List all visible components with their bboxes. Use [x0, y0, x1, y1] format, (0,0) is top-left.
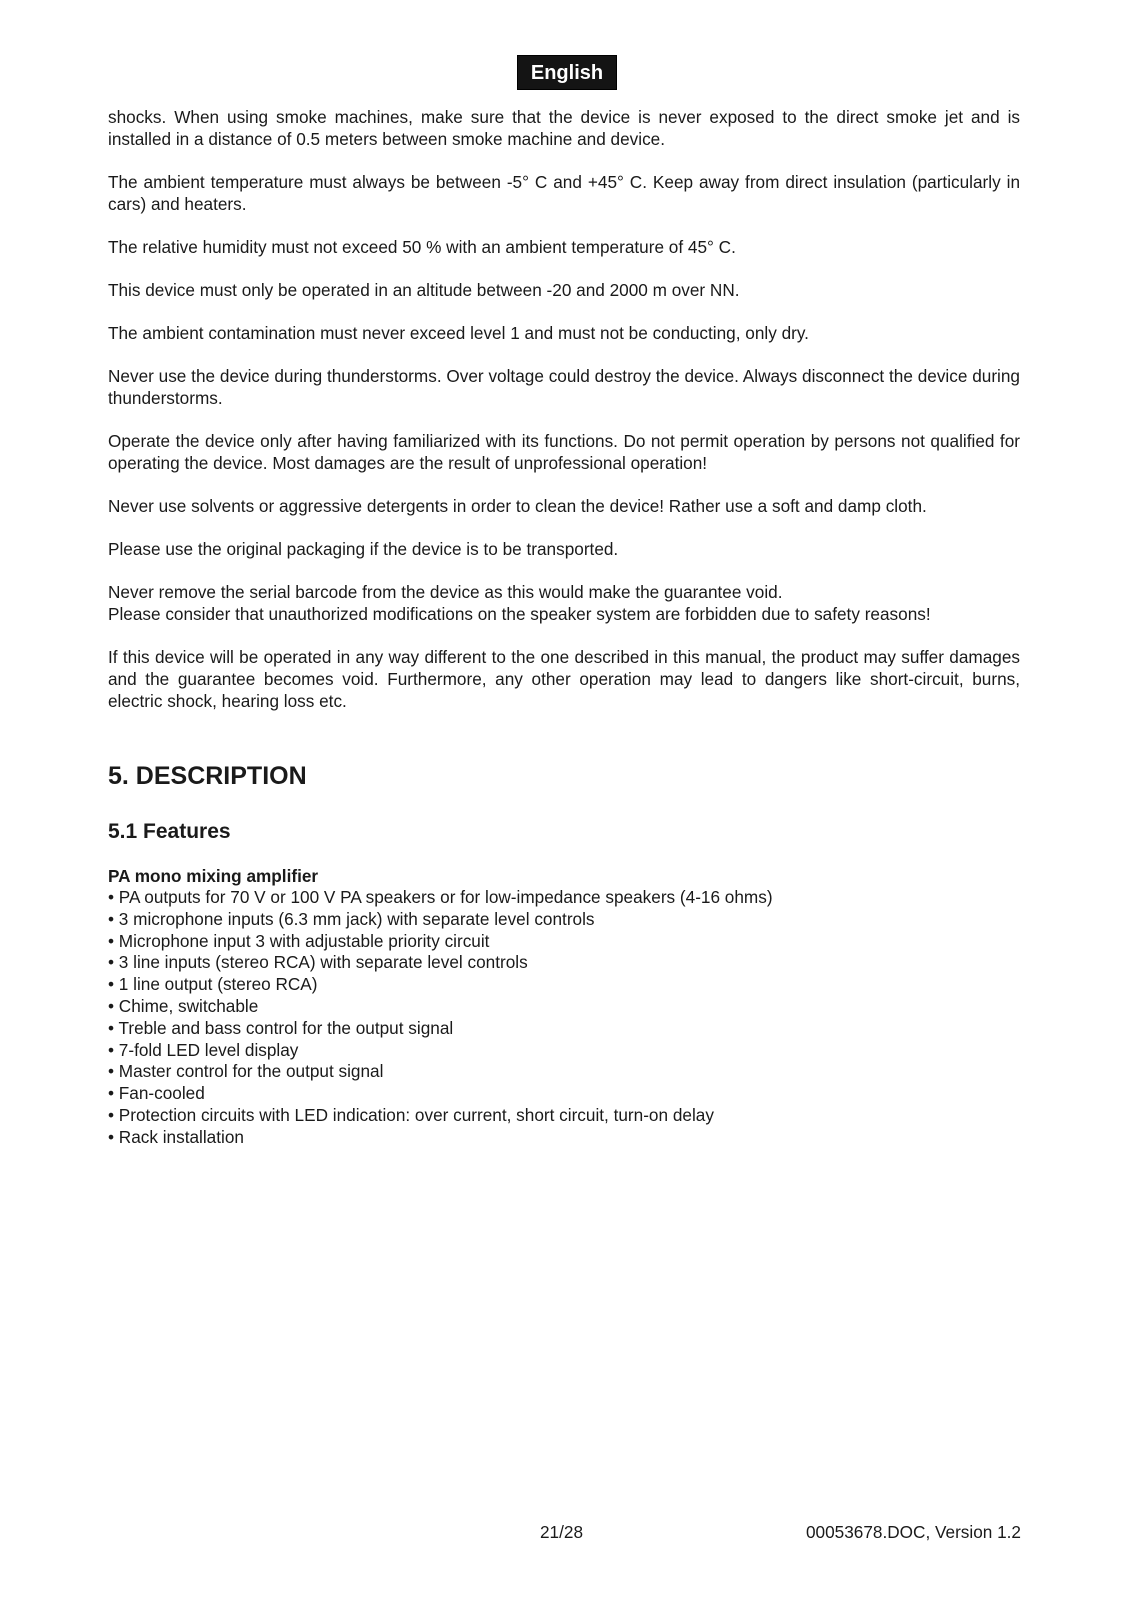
product-title: PA mono mixing amplifier	[108, 866, 319, 886]
paragraph-barcode	[108, 581, 1020, 625]
paragraph-line: Please use the original packaging if the device is to be transported.	[108, 539, 619, 559]
list-item: • Microphone input 3 with adjustable priority circuit	[108, 930, 490, 951]
paragraph-line: If this device will be operated in any way different to the one described in this manual, the product may suffer damages and the guarantee becomes void. Furthermore, any other operation may lead to dangers like short-circuit, burns, electric shock, hearing loss etc.	[108, 647, 1020, 711]
document-version: 00053678.DOC, Version 1.2	[806, 1522, 1021, 1542]
document-body	[108, 106, 1020, 1149]
paragraph-operation	[108, 430, 1020, 474]
page-number: 21/28	[540, 1522, 584, 1542]
paragraph-line: The relative humidity must not exceed 50 % with an ambient temperature of 45° C.	[108, 237, 736, 257]
paragraph-cleaning	[108, 495, 1020, 517]
list-item: • PA outputs for 70 V or 100 V PA speakers or for low-impedance speakers (4-16 ohms)	[108, 887, 773, 907]
list-item: • Protection circuits with LED indication: over current, short circuit, turn-on delay	[108, 1104, 714, 1125]
list-item: • Treble and bass control for the output signal	[108, 1017, 454, 1038]
paragraph-line: The ambient temperature must always be between -5° C and +45° C. Keep away from direct insulation (particularly in cars) and heaters.	[108, 172, 1020, 214]
list-item: • 3 microphone inputs (6.3 mm jack) with separate level controls	[108, 908, 595, 929]
features-list	[108, 887, 1020, 1149]
paragraph-altitude	[108, 279, 1020, 301]
paragraph-smoke-machines	[108, 106, 1020, 150]
paragraph-humidity	[108, 236, 1020, 258]
paragraph-line: The ambient contamination must never exceed level 1 and must not be conducting, only dry.	[108, 323, 809, 343]
paragraph-line: shocks. When using smoke machines, make sure that the device is never exposed to the direct smoke jet and is installed in a distance of 0.5 meters between smoke machine and device.	[108, 107, 1020, 149]
paragraph-thunderstorms	[108, 365, 1020, 409]
list-item: • 7-fold LED level display	[108, 1039, 299, 1060]
paragraph-packaging	[108, 538, 1020, 560]
paragraph-line: Never use solvents or aggressive detergents in order to clean the device! Rather use a soft and damp cloth.	[108, 496, 927, 516]
list-item: • Chime, switchable	[108, 995, 259, 1016]
paragraph-line: Never use the device during thunderstorms. Over voltage could destroy the device. Always disconnect the device during thunderstorms.	[108, 366, 1020, 408]
section-heading: 5. DESCRIPTION	[108, 762, 307, 790]
list-item: • Fan-cooled	[108, 1083, 205, 1104]
paragraph-line: Operate the device only after having familiarized with its functions. Do not permit operation by persons not qualified for operating the device. Most damages are the result of unprofessional operation!	[108, 431, 1020, 473]
list-item: • Rack installation	[108, 1126, 244, 1147]
paragraph-guarantee	[108, 646, 1020, 712]
paragraph-ambient-temperature	[108, 171, 1020, 215]
list-item: • Master control for the output signal	[108, 1061, 384, 1082]
paragraph-line: Please consider that unauthorized modifications on the speaker system are forbidden due to safety reasons!	[108, 604, 931, 624]
paragraph-line: This device must only be operated in an altitude between -20 and 2000 m over NN.	[108, 280, 740, 300]
language-badge: English	[517, 55, 617, 90]
list-item: • 1 line output (stereo RCA)	[108, 974, 318, 995]
paragraph-contamination	[108, 322, 1020, 344]
list-item: • 3 line inputs (stereo RCA) with separate level controls	[108, 952, 528, 973]
subsection-heading: 5.1 Features	[108, 820, 231, 843]
paragraph-line: Never remove the serial barcode from the device as this would make the guarantee void.	[108, 582, 783, 602]
